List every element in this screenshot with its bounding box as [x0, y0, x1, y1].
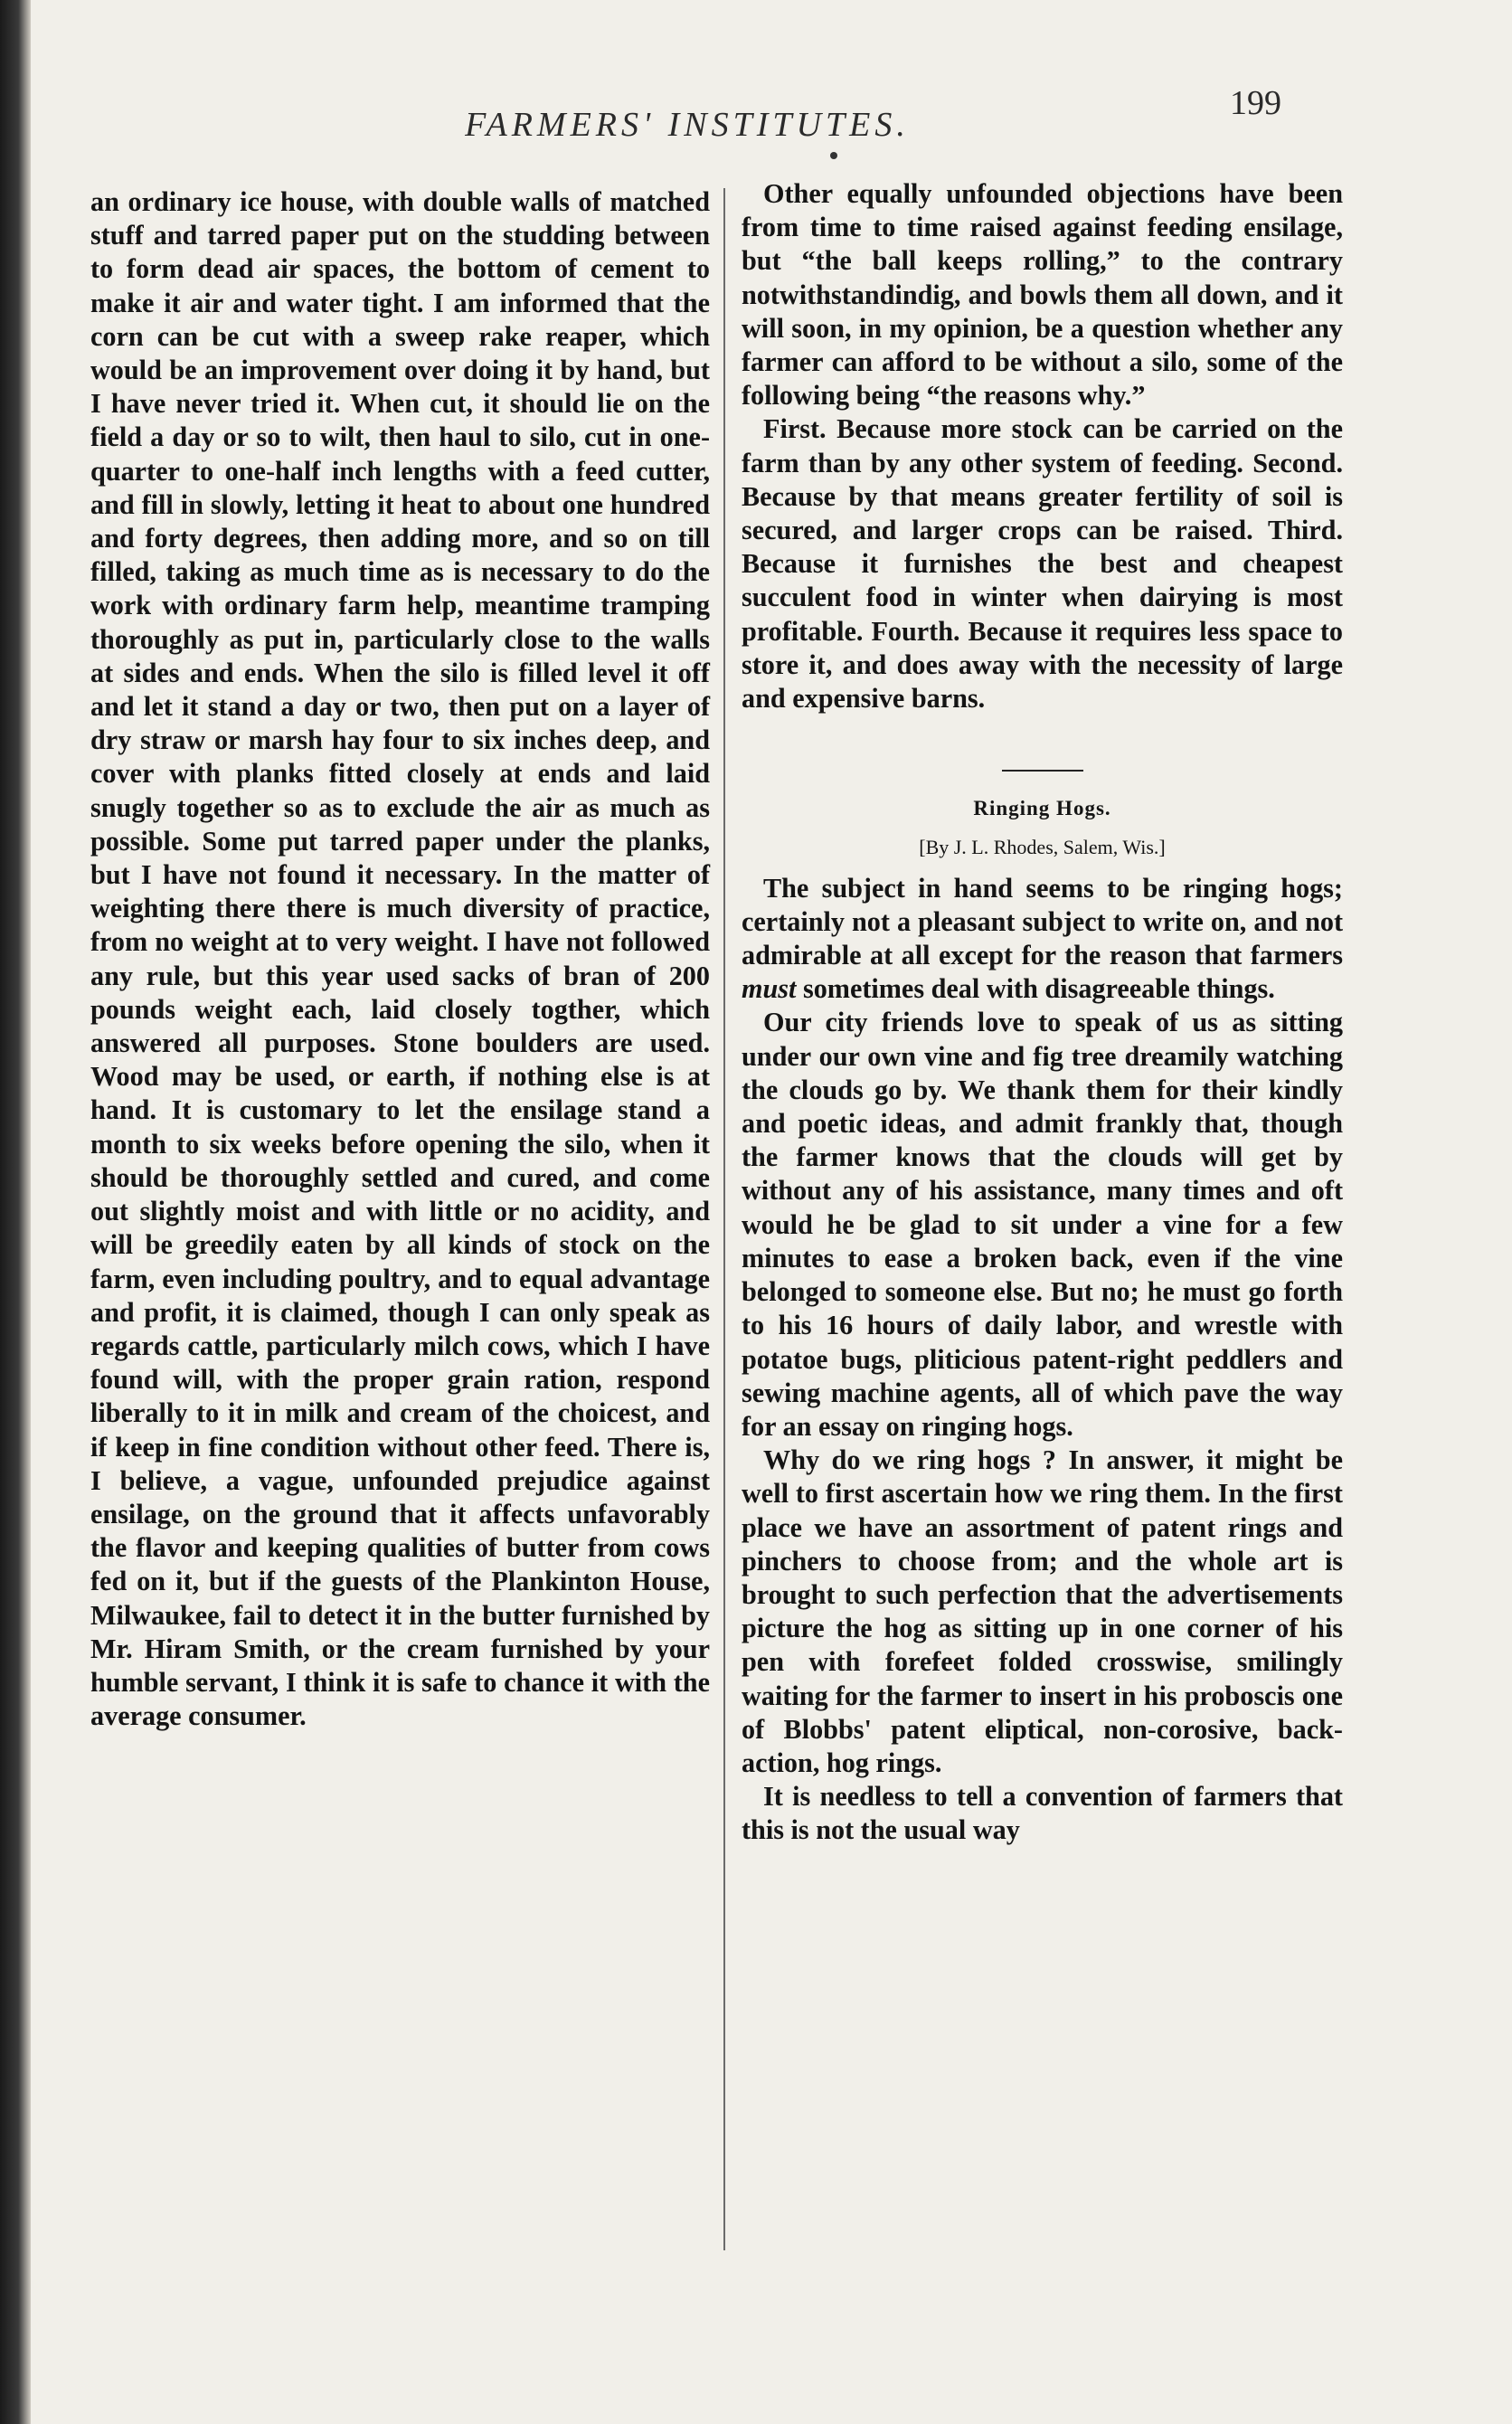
left-paragraph: an ordinary ice house, with double walls of matched stuff and tarred paper put on the studding between to form dead air spaces, the bottom of cement to make it air and water tight. I am informed that the corn can be cut with a sweep rake reaper, which would be an improvement over doing it by hand, but I have never tried it. When cut, it should lie on the field a day or so to wilt, then haul to silo, cut in one-quarter to one-half inch lengths with a feed cutter, and fill in slowly, letting it heat to about one hundred and forty degrees, then adding more, and so on till filled, taking as much time as is necessary to do the work with ordinary farm help, meantime tramping thoroughly as put in, particularly close to the walls at sides and ends. When the silo is filled level it off and let it stand a day or two, then put on a layer of dry straw or marsh hay four to six inches deep, and cover with planks fitted closely at ends and laid snugly together so as to exclude the air as much as possible. Some put tarred paper under the planks, but I have not found it necessary. In the matter of weighting there there is much diversity of practice, from no weight at to very weight. I have not followed any rule, but this year used sacks of bran of 200 pounds weight each, laid closely togther, which answered all purposes. Stone boulders are used. Wood may be used, or earth, if nothing else is at hand. It is customary to let the ensilage stand a month to six weeks before opening the silo, when it should be thoroughly settled and cured, and come out slightly moist and with little or no acidity, and will be greedily eaten by all kinds of stock on the farm, even including poultry, and to equal advantage and profit, it is claimed, though I can only speak as regards cattle, particularly milch cows, which I have found will, with the proper grain ration, respond liberally to it in milk and cream of the choicest, and if keep in fine condition without other feed. There is, I believe, a vague, unfounded prejudice against ensilage, on the ground that it affects unfavorably the flavor and keeping qualities of butter from cows fed on it, but if the guests of the Plankinton House, Milwaukee, fail to detect it in the butter furnished by Mr. Hiram Smith, or the cream furnished by your humble servant, I think it is safe to chance it with the average consumer.	[90, 186, 710, 1732]
emphasis-must: must	[742, 973, 797, 1005]
section-title: Ringing Hogs.	[973, 797, 1111, 820]
page-number: 199	[1230, 84, 1281, 122]
right-column	[742, 177, 1343, 1848]
paragraph-subject-text-end: sometimes deal with disagreeable things.	[796, 973, 1275, 1005]
section-byline: [By J. L. Rhodes, Salem, Wis.]	[919, 836, 1166, 859]
right-paragraph-objections: Other equally unfounded objections have been from time to time raised against feeding ensilage, but “the ball keeps rolling,” to the contrary notwithstandindig, and bowls them all down, and it will soon, in my opinion, be a question whether any farmer can afford to be without a silo, some of the following being “the reasons why.”	[742, 178, 1343, 412]
left-column	[90, 185, 710, 1733]
paragraph-why-ring: Why do we ring hogs ? In answer, it might be well to first ascertain how we ring them. In the first place we have an assortment of patent rings and pinchers to choose from; and the whole art is brought to such perfection that the advertisements picture the hog as sitting up in one corner of his pen with forefeet folded crosswise, smilingly waiting for the farmer to insert in his proboscis one of Blobbs' patent eliptical, non-corosive, back-action, hog rings.	[742, 1444, 1343, 1778]
paragraph-city-friends: Our city friends love to speak of us as sitting under our own vine and fig tree dreamily watching the clouds go by. We thank them for their kindly and poetic ideas, and admit frankly that, though the farmer knows that the clouds will get by without any of his assistance, many times and oft would he be glad to sit under a vine for a few minutes to ease a broken back, even if the vine belonged to someone else. But no; he must go forth to his 16 hours of daily labor, and wrestle with potatoe bugs, pliticious patent-right peddlers and sewing machine agents, all of which pave the way for an essay on ringing hogs.	[742, 1007, 1343, 1442]
page-binding-edge	[0, 0, 31, 2424]
paragraph-convention: It is needless to tell a convention of farmers that this is not the usual way	[742, 1781, 1343, 1846]
column-divider	[723, 188, 725, 2250]
right-paragraph-reasons: First. Because more stock can be carried on the farm than by any other system of feeding. Second. Because by that means greater fertility of soil is secured, and larger crops can be raised. Third. Because it furnishes the best and cheapest succulent food in winter when dairying is most profitable. Fourth. Because it requires less space to store it, and does away with the necessity of large and expensive barns.	[742, 413, 1343, 715]
running-header: FARMERS' INSTITUTES.	[465, 106, 910, 144]
header-ornament	[830, 152, 837, 159]
section-divider	[1002, 770, 1083, 772]
paragraph-subject-text: The subject in hand seems to be ringing hogs; certainly not a pleasant subject to write on, and not admirable at all except for the reason that farmers	[742, 872, 1343, 971]
paragraph-subject	[742, 872, 1343, 1007]
